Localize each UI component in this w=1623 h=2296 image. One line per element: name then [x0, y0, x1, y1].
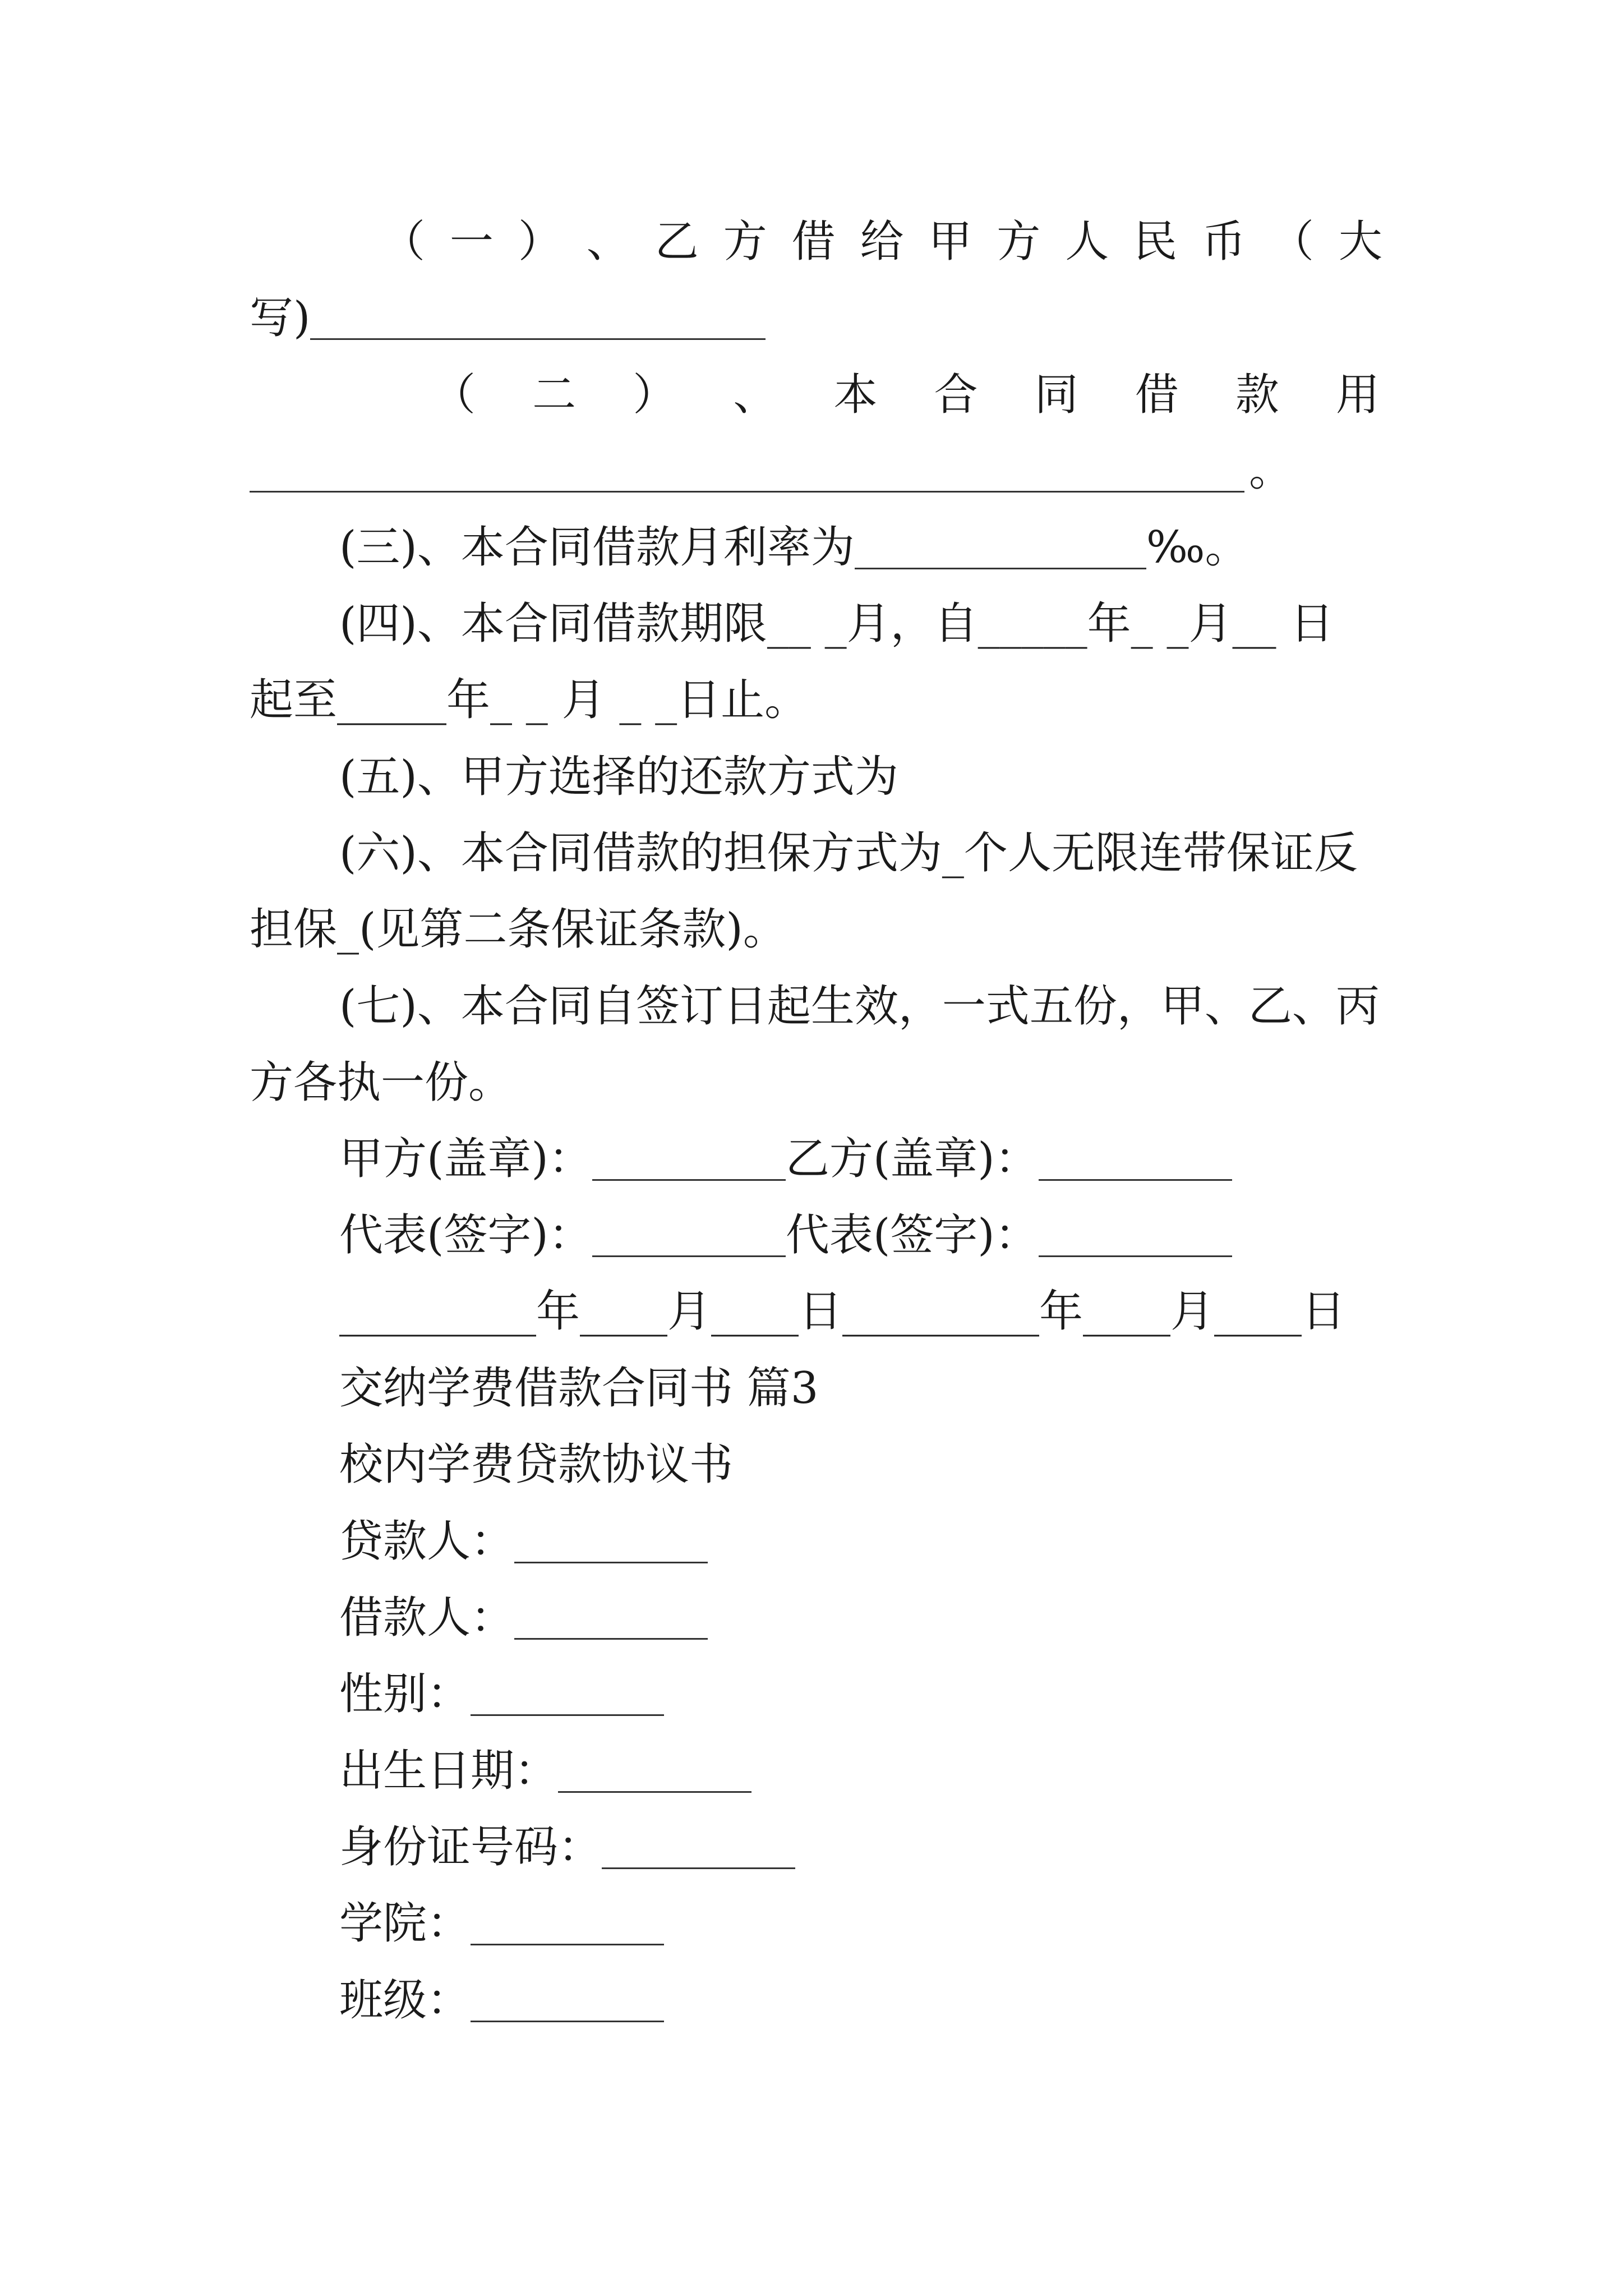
- item-1-char: 甲: [928, 217, 972, 267]
- item-2-char: 借: [1135, 370, 1179, 420]
- item-2-char: 款: [1235, 370, 1279, 420]
- birth-date-blank: [558, 1752, 751, 1793]
- lender-label: 贷款人：: [339, 1516, 515, 1567]
- item-4-line-1: (四)、本合同借款期限__ _月，自_____年_ _月__ 日: [339, 599, 1334, 649]
- item-2-char: 同: [1034, 370, 1078, 420]
- class-label: 班级：: [339, 1975, 471, 2026]
- item-1-char: 一: [449, 217, 494, 267]
- purpose-blank: [250, 452, 1244, 493]
- item-1-char: 借: [791, 217, 836, 267]
- item-3-suffix: ‰。: [1146, 522, 1249, 573]
- interest-rate-blank: [855, 528, 1146, 569]
- gender-label: 性别：: [339, 1669, 471, 1719]
- rep-b-sign-label: 代表(签字)：: [785, 1210, 1039, 1260]
- section-heading: 交纳学费借款合同书 篇3: [339, 1363, 819, 1414]
- signature-line: [339, 1210, 1232, 1260]
- item-2-char: 、: [733, 370, 777, 420]
- item-2-continuation: [250, 445, 1293, 496]
- class-blank: [471, 1981, 664, 2022]
- item-7-line-2: 方各执一份。: [250, 1057, 513, 1108]
- item-1-char: ）: [518, 217, 562, 267]
- party-a-seal-blank: [592, 1140, 786, 1181]
- college-label: 学院：: [339, 1898, 471, 1949]
- college-field: [339, 1898, 664, 1949]
- lender-blank: [514, 1522, 708, 1563]
- item-1-cont-text: 写): [250, 293, 311, 343]
- borrower-label: 借款人：: [339, 1593, 515, 1643]
- class-field: [339, 1975, 664, 2026]
- rep-b-sign-blank: [1039, 1216, 1232, 1257]
- item-2-char: 用: [1335, 370, 1380, 420]
- item-1-line: [381, 217, 1382, 267]
- doc-title: 校内学费贷款协议书: [339, 1439, 734, 1490]
- item-1-char: 币: [1202, 217, 1246, 267]
- item-1-continuation: [250, 293, 766, 343]
- item-1-char: （: [1270, 217, 1314, 267]
- item-2-char: ）: [633, 370, 677, 420]
- item-1-char: （: [381, 217, 426, 267]
- item-1-char: 给: [860, 217, 904, 267]
- item-2-line: [432, 370, 1380, 420]
- gender-field: [339, 1669, 664, 1719]
- college-blank: [471, 1904, 664, 1945]
- gender-blank: [471, 1675, 664, 1716]
- amount-blank: [310, 299, 766, 340]
- item-5-line: (五)、甲方选择的还款方式为: [339, 752, 898, 802]
- item-1-char: 乙: [654, 217, 699, 267]
- item-2-char: 二: [532, 370, 577, 420]
- id-number-label: 身份证号码：: [339, 1822, 602, 1872]
- party-b-seal-blank: [1039, 1140, 1232, 1181]
- item-1-char: 方: [997, 217, 1041, 267]
- id-number-blank: [602, 1828, 795, 1869]
- item-7-line-1: (七)、本合同自签订日起生效，一式五份，甲、乙、丙: [339, 981, 1380, 1032]
- item-4-line-2: 起至_____年_ _ 月 _ _日止。: [250, 675, 809, 725]
- item-1-char: 人: [1065, 217, 1109, 267]
- birth-date-label: 出生日期：: [339, 1746, 559, 1796]
- party-b-seal-label: 乙方(盖章)：: [785, 1134, 1039, 1184]
- item-6-line-1: (六)、本合同借款的担保方式为_个人无限连带保证反: [339, 828, 1358, 878]
- item-1-char: 、: [586, 217, 630, 267]
- item-6-line-2: 担保_(见第二条保证条款)。: [250, 904, 787, 955]
- rep-a-sign-label: 代表(签字)：: [339, 1210, 592, 1260]
- item-1-char: 方: [723, 217, 767, 267]
- id-number-field: [339, 1822, 795, 1872]
- lender-field: [339, 1516, 708, 1567]
- date-line: _________年____月____日_________年____月____日: [339, 1286, 1346, 1337]
- item-1-char: 民: [1133, 217, 1178, 267]
- item-3-text: (三)、本合同借款月利率为: [339, 522, 855, 573]
- seal-line: [339, 1134, 1232, 1184]
- item-1-char: 大: [1338, 217, 1382, 267]
- item-2-char: 合: [934, 370, 978, 420]
- item-2-char: （: [432, 370, 476, 420]
- borrower-blank: [514, 1599, 708, 1640]
- party-a-seal-label: 甲方(盖章)：: [339, 1134, 592, 1184]
- birth-date-field: [339, 1746, 751, 1796]
- item-3-line: [339, 522, 1249, 573]
- item-2-end: 。: [1248, 445, 1293, 496]
- item-2-char: 本: [833, 370, 878, 420]
- rep-a-sign-blank: [592, 1216, 786, 1257]
- borrower-field: [339, 1593, 708, 1643]
